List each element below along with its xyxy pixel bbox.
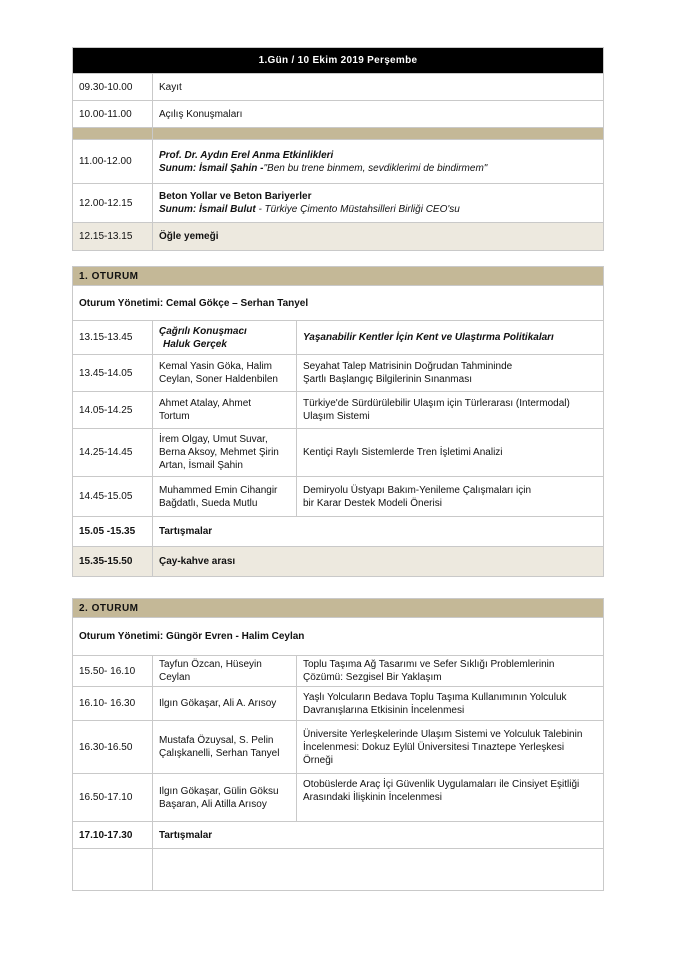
event-cell bbox=[153, 184, 604, 223]
speaker-line: Tayfun Özcan, Hüseyin bbox=[159, 659, 262, 670]
speaker-line: Çalışkanelli, Serhan Tanyel bbox=[159, 748, 280, 759]
session1-title: 1. OTURUM bbox=[73, 267, 604, 286]
talk-title-cell bbox=[297, 429, 604, 477]
session1-keynote-row bbox=[73, 321, 604, 355]
speaker-cell bbox=[153, 721, 297, 774]
speaker-cell bbox=[153, 477, 297, 517]
speaker-line: Muhammed Emin Cihangir bbox=[159, 484, 278, 496]
time-cell: 15.05 -15.35 bbox=[73, 517, 153, 547]
table-row bbox=[73, 392, 604, 429]
table-row bbox=[73, 429, 604, 477]
table-row bbox=[73, 721, 604, 774]
speaker-cell bbox=[153, 687, 297, 721]
title-line: Yaşlı Yolcuların Bedava Toplu Taşıma Kullanımının Yolculuk bbox=[303, 691, 567, 703]
title-line: Toplu Taşıma Ağ Tasarımı ve Sefer Sıklığı Problemlerinin bbox=[303, 659, 555, 670]
event-cell bbox=[153, 140, 604, 184]
day1-row-memorial bbox=[73, 140, 604, 184]
title-line: Ulaşım Sistemi bbox=[303, 411, 370, 422]
speaker-line: İrem Olgay, Umut Suvar, bbox=[159, 434, 268, 445]
speaker-line: Ceylan, Soner Haldenbilen bbox=[159, 374, 278, 385]
table-row bbox=[73, 477, 604, 517]
time-cell: 11.00-12.00 bbox=[73, 140, 153, 184]
title-line: Kentiçi Raylı Sistemlerde Tren İşletimi Analizi bbox=[303, 447, 503, 458]
talk-title-cell bbox=[297, 721, 604, 774]
time-cell: 15.50- 16.10 bbox=[73, 656, 153, 687]
talk-title-cell bbox=[297, 656, 604, 687]
speaker-line: Kemal Yasin Göka, Halim bbox=[159, 361, 273, 372]
speaker-cell bbox=[153, 656, 297, 687]
time-cell: 13.45-14.05 bbox=[73, 355, 153, 392]
separator-bar bbox=[73, 128, 604, 140]
day1-row-opening bbox=[73, 101, 604, 128]
talk-title-cell bbox=[297, 687, 604, 721]
keynote-title: Yaşanabilir Kentler İçin Kent ve Ulaştırma Politikaları bbox=[297, 321, 604, 355]
speaker-cell bbox=[153, 355, 297, 392]
event-cell: Kayıt bbox=[153, 74, 604, 101]
speaker-line: Ahmet Atalay, Ahmet bbox=[159, 398, 252, 409]
time-cell: 15.35-15.50 bbox=[73, 547, 153, 577]
table-row bbox=[73, 687, 604, 721]
time-cell: 09.30-10.00 bbox=[73, 74, 153, 101]
title-line: Arasındaki İlişkinin İncelenmesi bbox=[303, 792, 442, 803]
title-line: Şartlı Başlangıç Bilgilerinin Sınanması bbox=[303, 374, 472, 385]
speaker-line: Ilgın Gökaşar, Ali A. Arısoy bbox=[159, 698, 277, 709]
title-line: Seyahat Talep Matrisinin Doğrudan Tahmininde bbox=[303, 361, 513, 372]
event-cell: Açılış Konuşmaları bbox=[153, 101, 604, 128]
talk-title-cell bbox=[297, 477, 604, 517]
day1-row-registration bbox=[73, 74, 604, 101]
title-line: Türkiye'de Sürdürülebilir Ulaşım için Türlerarası (Intermodal) bbox=[303, 398, 570, 409]
beton-affiliation: - Türkiye Çimento Müstahsilleri Birliği CEO'su bbox=[255, 204, 460, 215]
time-cell: 17.10-17.30 bbox=[73, 822, 153, 849]
event-cell: Çay-kahve arası bbox=[153, 547, 604, 577]
table-row bbox=[73, 355, 604, 392]
session1-discussion-row bbox=[73, 517, 604, 547]
table-row bbox=[73, 656, 604, 687]
beton-presenter: Sunum: İsmail Bulut bbox=[159, 204, 256, 215]
title-line: bir Karar Destek Modeli Önerisi bbox=[303, 497, 442, 509]
session2-discussion-row bbox=[73, 822, 604, 849]
session2-title: 2. OTURUM bbox=[73, 599, 604, 618]
speaker-line: Başaran, Ali Atilla Arısoy bbox=[159, 798, 267, 810]
time-cell: 13.15-13.45 bbox=[73, 321, 153, 355]
event-cell: Tartışmalar bbox=[153, 822, 604, 849]
talk-title-cell bbox=[297, 392, 604, 429]
event-cell: Tartışmalar bbox=[153, 517, 604, 547]
memorial-quote: "Ben bu trene binmem, sevdiklerimi de bindirmem" bbox=[263, 162, 488, 174]
memorial-presenter: Sunum: İsmail Şahin - bbox=[159, 162, 264, 174]
session2-table bbox=[72, 598, 604, 891]
speaker-line: Ilgın Gökaşar, Gülin Göksu bbox=[159, 785, 279, 797]
time-cell: 12.15-13.15 bbox=[73, 223, 153, 251]
day1-title: 1.Gün / 10 Ekim 2019 Perşembe bbox=[73, 48, 604, 74]
speaker-line: Berna Aksoy, Mehmet Şirin bbox=[159, 447, 279, 458]
speaker-cell bbox=[153, 774, 297, 822]
title-line: Örneği bbox=[303, 754, 334, 766]
session1-chairs: Oturum Yönetimi: Cemal Gökçe – Serhan Tanyel bbox=[73, 286, 604, 321]
day1-table bbox=[72, 47, 604, 251]
speaker-line: Bağdatlı, Sueda Mutlu bbox=[159, 497, 258, 509]
talk-title-cell bbox=[297, 355, 604, 392]
speaker-cell bbox=[153, 429, 297, 477]
time-cell: 10.00-11.00 bbox=[73, 101, 153, 128]
title-line: İncelenmesi: Dokuz Eylül Üniversitesi Tınaztepe Yerleşkesi bbox=[303, 741, 565, 753]
speaker-line: Tortum bbox=[159, 411, 190, 422]
time-cell: 14.05-14.25 bbox=[73, 392, 153, 429]
empty-row bbox=[73, 849, 604, 891]
day1-row-beton bbox=[73, 184, 604, 223]
keynote-role: Çağrılı Konuşmacı bbox=[159, 325, 247, 337]
time-cell: 16.30-16.50 bbox=[73, 721, 153, 774]
speaker-line: Ceylan bbox=[159, 672, 191, 683]
time-cell: 14.45-15.05 bbox=[73, 477, 153, 517]
session2-chairs: Oturum Yönetimi: Güngör Evren - Halim Ceylan bbox=[73, 618, 604, 656]
speaker-cell bbox=[153, 321, 297, 355]
event-cell: Öğle yemeği bbox=[153, 223, 604, 251]
time-cell: 12.00-12.15 bbox=[73, 184, 153, 223]
title-line: Çözümü: Sezgisel Bir Yaklaşım bbox=[303, 672, 442, 683]
title-line: Otobüslerde Araç İçi Güvenlik Uygulamaları ile Cinsiyet Eşitliği bbox=[303, 779, 580, 790]
speaker-line: Artan, İsmail Şahin bbox=[159, 460, 243, 471]
table-row bbox=[73, 774, 604, 822]
title-line: Demiryolu Üstyapı Bakım-Yenileme Çalışmaları için bbox=[303, 484, 532, 496]
talk-title-cell bbox=[297, 774, 604, 822]
session1-table bbox=[72, 266, 604, 577]
memorial-title: Prof. Dr. Aydın Erel Anma Etkinlikleri bbox=[159, 149, 334, 161]
time-cell: 16.10- 16.30 bbox=[73, 687, 153, 721]
beton-title: Beton Yollar ve Beton Bariyerler bbox=[159, 191, 312, 202]
speaker-line: Mustafa Özuysal, S. Pelin bbox=[159, 735, 274, 746]
time-cell: 16.50-17.10 bbox=[73, 774, 153, 822]
title-line: Davranışlarına Etkisinin İncelenmesi bbox=[303, 704, 465, 716]
speaker-cell bbox=[153, 392, 297, 429]
day1-row-lunch bbox=[73, 223, 604, 251]
time-cell: 14.25-14.45 bbox=[73, 429, 153, 477]
keynote-speaker: Haluk Gerçek bbox=[163, 338, 227, 350]
title-line: Üniversite Yerleşkelerinde Ulaşım Sistemi ve Yolculuk Talebinin bbox=[303, 728, 583, 740]
session1-break-row bbox=[73, 547, 604, 577]
